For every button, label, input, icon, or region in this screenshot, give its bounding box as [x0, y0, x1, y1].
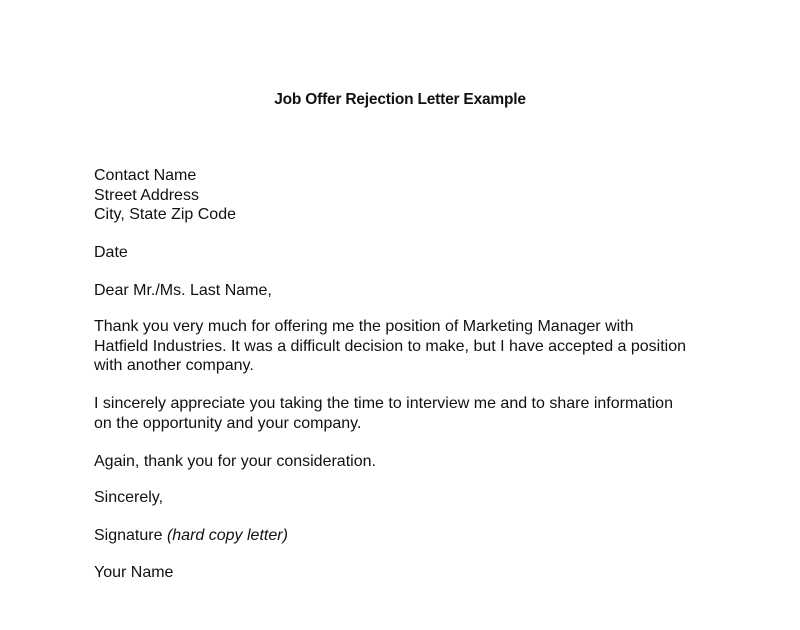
letter-title: Job Offer Rejection Letter Example: [274, 91, 526, 108]
city-state-zip: City, State Zip Code: [94, 206, 236, 223]
signature-line: [94, 526, 734, 546]
sender-name: Your Name: [94, 564, 174, 581]
signature-label: Signature: [94, 527, 163, 544]
letter-date: Date: [94, 244, 128, 261]
recipient-address: [94, 166, 734, 225]
salutation: Dear Mr./Ms. Last Name,: [94, 282, 272, 299]
closing: Sincerely,: [94, 489, 164, 506]
contact-name: Contact Name: [94, 167, 197, 184]
body-paragraph-3: Again, thank you for your consideration.: [94, 453, 376, 470]
body-paragraph-1: Thank you very much for offering me the position of Marketing Manager with Hatfield Industries. It was a difficult decision to make, but I have accepted a position with another company.: [94, 318, 687, 374]
signature-note: (hard copy letter): [166, 527, 288, 544]
body-paragraph-2: I sincerely appreciate you taking the time to interview me and to share information on the opportunity and your company.: [94, 395, 673, 432]
street-address: Street Address: [94, 186, 199, 204]
